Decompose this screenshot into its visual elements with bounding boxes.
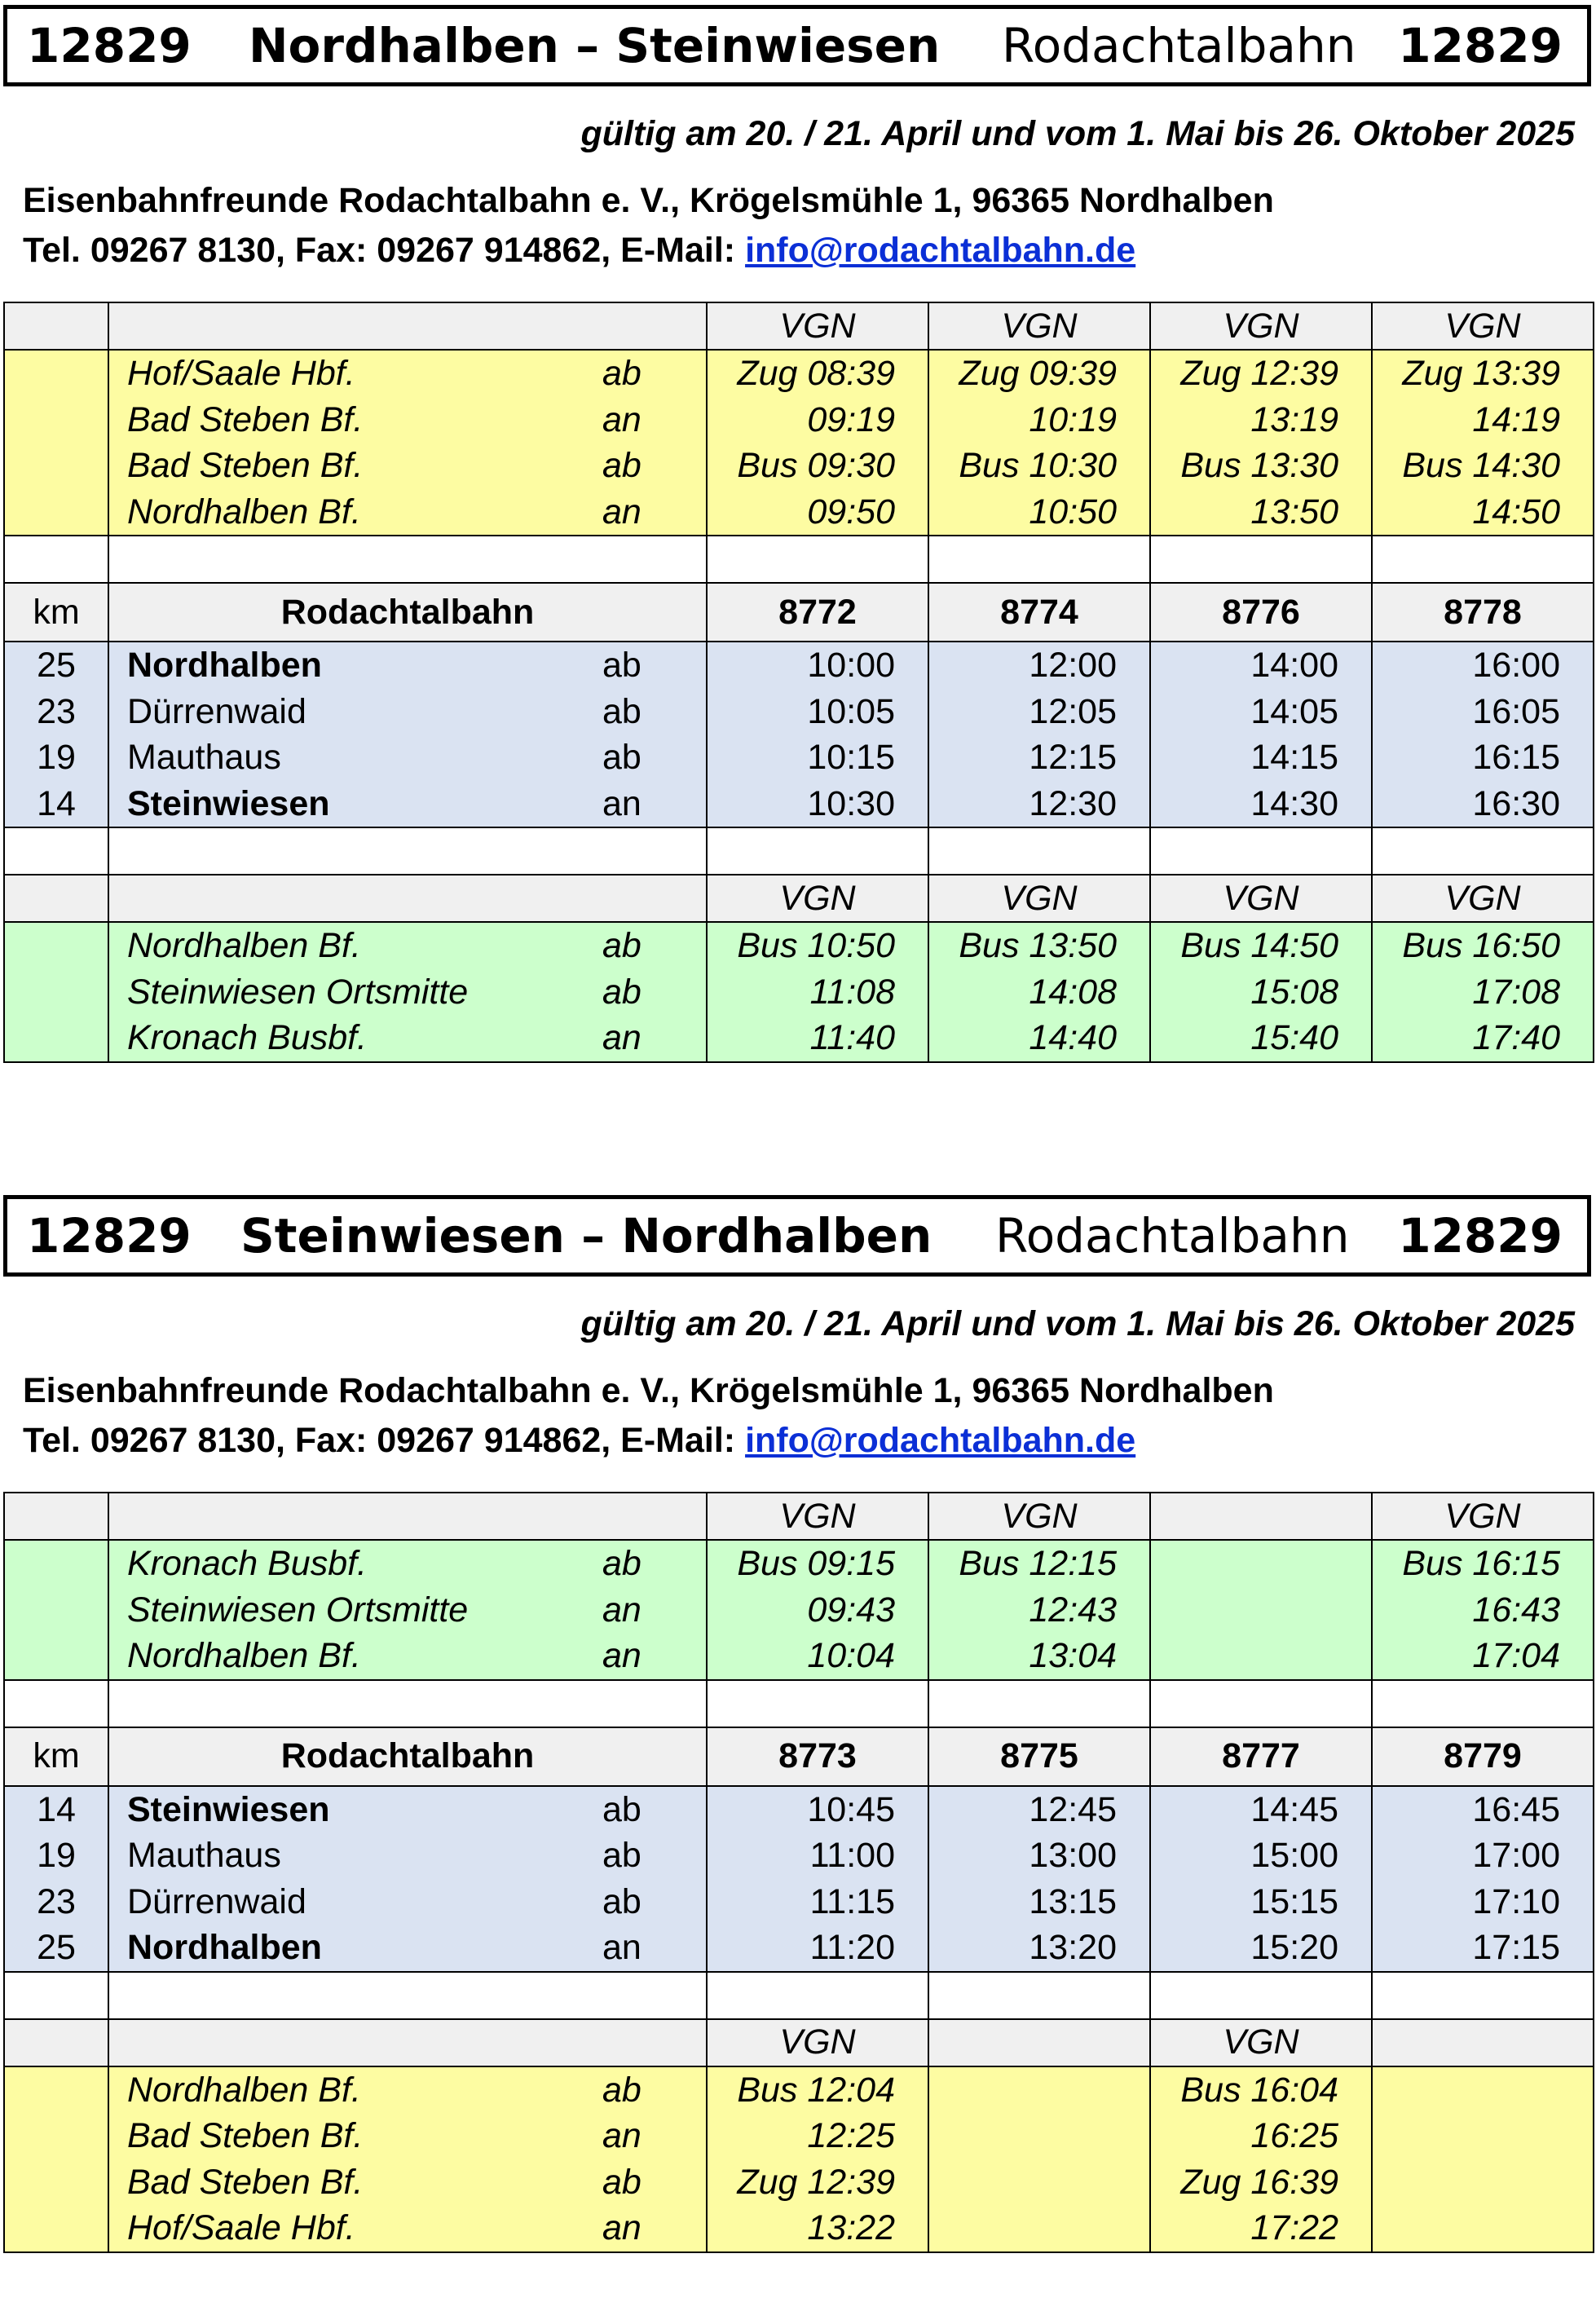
contact-address: Eisenbahnfreunde Rodachtalbahn e. V., Krögelsmühle 1, 96365 Nordhalben xyxy=(23,181,1274,220)
feeder-in-header-row xyxy=(4,302,1594,350)
time-column xyxy=(1150,922,1372,1062)
station-name: Nordhalben xyxy=(127,1928,322,1967)
feeder-stations-cell xyxy=(108,350,707,536)
km-cell: 14 xyxy=(37,783,76,823)
line-header: Rodachtalbahn xyxy=(108,1727,707,1786)
operator-label: VGN xyxy=(928,302,1150,350)
time-column xyxy=(1150,1540,1372,1680)
station-direction: ab xyxy=(602,446,641,485)
time-cell: 10:15 xyxy=(807,738,895,777)
station-direction: an xyxy=(602,1928,641,1967)
station-line xyxy=(109,2205,706,2251)
station-name: Nordhalben Bf. xyxy=(127,492,361,531)
feeder-out-block xyxy=(4,2066,1594,2252)
time-cell: 12:43 xyxy=(1029,1590,1117,1630)
time-cell: 09:19 xyxy=(807,399,895,439)
main-header-row xyxy=(4,1727,1594,1786)
contact-phone: Tel. 09267 8130, Fax: 09267 914862, E-Mail: xyxy=(23,231,746,270)
route-title: Steinwiesen – Nordhalben xyxy=(240,1208,932,1264)
time-cell: 16:15 xyxy=(1472,738,1560,777)
station-line xyxy=(109,489,706,536)
empty-cell xyxy=(4,2066,108,2252)
time-cell: 14:05 xyxy=(1250,691,1338,731)
km-cell: 25 xyxy=(37,646,76,685)
station-direction: ab xyxy=(602,646,641,685)
station-name: Nordhalben Bf. xyxy=(127,2070,361,2110)
email-link[interactable]: info@rodachtalbahn.de xyxy=(745,231,1136,270)
timetable-number-right: 12829 xyxy=(1398,1208,1563,1264)
contact-phone-line xyxy=(23,231,1135,271)
operator-label xyxy=(928,2019,1150,2066)
station-direction: ab xyxy=(602,926,641,965)
time-cell: Bus 16:04 xyxy=(1180,2070,1338,2110)
km-cell: 23 xyxy=(37,691,76,731)
operator-label: VGN xyxy=(928,1493,1150,1540)
feeder-out-block xyxy=(4,922,1594,1062)
km-header: km xyxy=(4,1727,108,1786)
train-number: 8775 xyxy=(928,1727,1150,1786)
time-cell: 13:04 xyxy=(1029,1636,1117,1675)
time-cell: Bus 13:50 xyxy=(959,926,1117,965)
time-cell: 10:19 xyxy=(1029,399,1117,439)
operator-label: VGN xyxy=(707,2019,928,2066)
main-block xyxy=(4,642,1594,827)
feeder-stations-cell xyxy=(108,922,707,1062)
empty-cell xyxy=(4,1540,108,1680)
feeder-out-header-row xyxy=(4,2019,1594,2066)
time-column xyxy=(1372,350,1594,536)
station-direction: an xyxy=(602,399,641,439)
time-column xyxy=(1150,642,1372,827)
time-cell: 11:08 xyxy=(809,972,895,1012)
time-cell: 16:45 xyxy=(1472,1789,1560,1829)
timetable-southbound xyxy=(3,1492,1594,2253)
time-cell xyxy=(1373,2067,1593,2114)
time-cell: 10:05 xyxy=(807,691,895,731)
time-column xyxy=(1150,1786,1372,1972)
operator-label: VGN xyxy=(928,875,1150,922)
contact-address: Eisenbahnfreunde Rodachtalbahn e. V., Krögelsmühle 1, 96365 Nordhalben xyxy=(23,1371,1274,1410)
train-number: 8779 xyxy=(1372,1727,1594,1786)
time-column xyxy=(1150,350,1372,536)
station-direction: ab xyxy=(602,2162,641,2202)
time-cell xyxy=(929,2205,1149,2251)
station-name: Nordhalben xyxy=(127,646,322,685)
time-cell xyxy=(929,2159,1149,2206)
time-cell: Zug 12:39 xyxy=(737,2162,895,2202)
operator-label: VGN xyxy=(707,875,928,922)
km-header: km xyxy=(4,583,108,642)
feeder-out-header-row xyxy=(4,875,1594,922)
time-cell: 12:30 xyxy=(1029,783,1117,823)
time-column xyxy=(928,1540,1150,1680)
station-line xyxy=(109,781,706,827)
time-cell: 10:00 xyxy=(807,646,895,685)
main-block xyxy=(4,1786,1594,1972)
time-cell xyxy=(929,2067,1149,2114)
time-cell: 14:40 xyxy=(1029,1018,1117,1057)
time-cell: 11:15 xyxy=(809,1881,895,1921)
timetable-northbound xyxy=(3,302,1594,1063)
spacer-row xyxy=(4,1972,1594,2019)
time-cell: 16:25 xyxy=(1250,2116,1338,2155)
time-cell: 17:22 xyxy=(1250,2208,1338,2247)
time-cell: 12:05 xyxy=(1029,691,1117,731)
time-cell xyxy=(1151,1633,1371,1679)
station-line xyxy=(109,2159,706,2206)
time-column xyxy=(707,1786,928,1972)
operator-label: VGN xyxy=(707,302,928,350)
time-cell: Bus 10:30 xyxy=(959,446,1117,485)
time-cell: Bus 14:50 xyxy=(1180,926,1338,965)
time-cell: 14:30 xyxy=(1250,783,1338,823)
station-line xyxy=(109,1015,706,1061)
time-cell xyxy=(929,2113,1149,2159)
station-direction: ab xyxy=(602,1881,641,1921)
station-line xyxy=(109,2113,706,2159)
time-cell: 14:19 xyxy=(1472,399,1560,439)
station-direction: an xyxy=(602,2116,641,2155)
operator-label: VGN xyxy=(1150,2019,1372,2066)
station-line xyxy=(109,1787,706,1833)
time-cell: 17:08 xyxy=(1472,972,1560,1012)
line-header: Rodachtalbahn xyxy=(108,583,707,642)
station-line xyxy=(109,1879,706,1925)
time-column xyxy=(928,1786,1150,1972)
time-column xyxy=(707,2066,928,2252)
station-line xyxy=(109,1541,706,1587)
time-column xyxy=(928,922,1150,1062)
time-cell: 13:15 xyxy=(1029,1881,1117,1921)
time-cell: 15:15 xyxy=(1250,1881,1338,1921)
validity-note: gültig am 20. / 21. April und vom 1. Mai bis 26. Oktober 2025 xyxy=(580,1304,1575,1343)
station-direction: ab xyxy=(602,738,641,777)
main-header-row xyxy=(4,583,1594,642)
main-stations-cell xyxy=(108,642,707,827)
time-cell: Bus 10:50 xyxy=(737,926,895,965)
empty-cell xyxy=(4,1493,108,1540)
station-name: Dürrenwaid xyxy=(127,691,306,731)
time-cell: 17:40 xyxy=(1472,1018,1560,1057)
station-name: Steinwiesen Ortsmitte xyxy=(127,972,469,1012)
time-column xyxy=(707,350,928,536)
station-line xyxy=(109,734,706,781)
time-cell: 16:05 xyxy=(1472,691,1560,731)
empty-cell xyxy=(108,302,707,350)
station-name: Bad Steben Bf. xyxy=(127,2116,364,2155)
station-name: Nordhalben Bf. xyxy=(127,1636,361,1675)
time-cell xyxy=(1151,1587,1371,1634)
station-line xyxy=(109,923,706,969)
station-name: Bad Steben Bf. xyxy=(127,399,364,439)
time-cell: Bus 16:15 xyxy=(1402,1544,1560,1583)
contact-phone-line xyxy=(23,1421,1135,1461)
time-cell: 13:20 xyxy=(1029,1928,1117,1967)
operator-label: VGN xyxy=(1150,302,1372,350)
timetable-number: 12829 xyxy=(27,18,192,73)
station-name: Hof/Saale Hbf. xyxy=(127,354,355,393)
timetable-title-northbound xyxy=(3,5,1591,86)
time-cell: 17:10 xyxy=(1472,1881,1560,1921)
route-title: Nordhalben – Steinwiesen xyxy=(249,18,941,73)
station-direction: an xyxy=(602,1590,641,1630)
time-cell: Bus 12:04 xyxy=(737,2070,895,2110)
time-cell: Bus 09:30 xyxy=(737,446,895,485)
time-cell: 10:30 xyxy=(807,783,895,823)
station-line xyxy=(109,642,706,689)
time-cell: 13:50 xyxy=(1250,492,1338,531)
time-column xyxy=(1372,1786,1594,1972)
station-direction: ab xyxy=(602,1789,641,1829)
station-name: Steinwiesen xyxy=(127,1789,330,1829)
station-line xyxy=(109,351,706,397)
station-direction: ab xyxy=(602,691,641,731)
station-line xyxy=(109,1925,706,1971)
time-column xyxy=(707,922,928,1062)
time-cell: 15:00 xyxy=(1250,1836,1338,1875)
time-cell: 12:15 xyxy=(1029,738,1117,777)
time-cell: Zug 13:39 xyxy=(1402,354,1560,393)
time-cell: 15:40 xyxy=(1250,1018,1338,1057)
time-cell: Bus 13:30 xyxy=(1180,446,1338,485)
feeder-stations-cell xyxy=(108,2066,707,2252)
station-name: Kronach Busbf. xyxy=(127,1544,368,1583)
time-cell: Bus 14:30 xyxy=(1402,446,1560,485)
time-cell: 10:50 xyxy=(1029,492,1117,531)
timetable-number: 12829 xyxy=(27,1208,192,1264)
station-name: Mauthaus xyxy=(127,738,281,777)
time-cell: 13:19 xyxy=(1250,399,1338,439)
operator-label xyxy=(1372,2019,1594,2066)
empty-cell xyxy=(4,350,108,536)
time-cell: 10:04 xyxy=(807,1636,895,1675)
spacer-row xyxy=(4,1680,1594,1727)
station-line xyxy=(109,689,706,735)
km-column xyxy=(4,642,108,827)
timetable-title-southbound xyxy=(3,1195,1591,1277)
time-cell xyxy=(1151,1541,1371,1587)
operator-label: VGN xyxy=(707,1493,928,1540)
time-column xyxy=(707,1540,928,1680)
station-name: Steinwiesen Ortsmitte xyxy=(127,1590,469,1630)
station-direction: ab xyxy=(602,972,641,1012)
time-cell: 13:22 xyxy=(807,2208,895,2247)
operator-label: VGN xyxy=(1150,875,1372,922)
empty-cell xyxy=(108,2019,707,2066)
station-direction: ab xyxy=(602,2070,641,2110)
km-cell: 25 xyxy=(37,1928,76,1967)
time-cell: Zug 16:39 xyxy=(1180,2162,1338,2202)
operator-label: VGN xyxy=(1372,1493,1594,1540)
km-cell: 14 xyxy=(37,1789,76,1829)
timetable-number-right: 12829 xyxy=(1398,18,1563,73)
train-number: 8776 xyxy=(1150,583,1372,642)
station-line xyxy=(109,443,706,489)
time-cell: 14:00 xyxy=(1250,646,1338,685)
time-cell: Bus 09:15 xyxy=(737,1544,895,1583)
station-name: Dürrenwaid xyxy=(127,1881,306,1921)
time-cell: 09:50 xyxy=(807,492,895,531)
line-name: Rodachtalbahn xyxy=(995,1208,1350,1264)
station-line xyxy=(109,1832,706,1879)
time-cell xyxy=(1373,2205,1593,2251)
time-cell: Bus 16:50 xyxy=(1402,926,1560,965)
time-column xyxy=(707,642,928,827)
feeder-stations-cell xyxy=(108,1540,707,1680)
time-cell: Zug 08:39 xyxy=(737,354,895,393)
feeder-in-block xyxy=(4,1540,1594,1680)
km-column xyxy=(4,1786,108,1972)
station-name: Kronach Busbf. xyxy=(127,1018,368,1057)
email-link[interactable]: info@rodachtalbahn.de xyxy=(745,1421,1136,1460)
time-cell: 17:04 xyxy=(1472,1636,1560,1675)
contact-phone: Tel. 09267 8130, Fax: 09267 914862, E-Mail: xyxy=(23,1421,746,1460)
time-column xyxy=(1372,1540,1594,1680)
time-cell: 15:20 xyxy=(1250,1928,1338,1967)
feeder-in-header-row xyxy=(4,1493,1594,1540)
time-cell: 16:30 xyxy=(1472,783,1560,823)
time-cell: 14:08 xyxy=(1029,972,1117,1012)
station-direction: ab xyxy=(602,1544,641,1583)
time-column xyxy=(1372,642,1594,827)
train-number: 8772 xyxy=(707,583,928,642)
empty-cell xyxy=(108,875,707,922)
time-column xyxy=(928,2066,1150,2252)
time-cell: 09:43 xyxy=(807,1590,895,1630)
station-direction: ab xyxy=(602,354,641,393)
station-name: Bad Steben Bf. xyxy=(127,2162,364,2202)
time-cell: 17:15 xyxy=(1472,1928,1560,1967)
empty-cell xyxy=(4,875,108,922)
spacer-row xyxy=(4,536,1594,583)
time-cell xyxy=(1373,2113,1593,2159)
empty-cell xyxy=(108,1493,707,1540)
station-line xyxy=(109,397,706,443)
time-cell: 14:45 xyxy=(1250,1789,1338,1829)
time-cell: 11:40 xyxy=(809,1018,895,1057)
station-name: Hof/Saale Hbf. xyxy=(127,2208,355,2247)
time-cell: 16:00 xyxy=(1472,646,1560,685)
station-direction: ab xyxy=(602,1836,641,1875)
empty-cell xyxy=(4,302,108,350)
time-cell: Bus 12:15 xyxy=(959,1544,1117,1583)
station-direction: an xyxy=(602,1018,641,1057)
train-number: 8774 xyxy=(928,583,1150,642)
time-column xyxy=(1372,922,1594,1062)
time-cell: 15:08 xyxy=(1250,972,1338,1012)
time-cell: Zug 09:39 xyxy=(959,354,1117,393)
time-cell: 17:00 xyxy=(1472,1836,1560,1875)
empty-cell xyxy=(4,922,108,1062)
time-cell: 11:20 xyxy=(809,1928,895,1967)
station-name: Bad Steben Bf. xyxy=(127,446,364,485)
station-line xyxy=(109,1587,706,1634)
station-direction: an xyxy=(602,492,641,531)
time-cell: 12:45 xyxy=(1029,1789,1117,1829)
km-cell: 23 xyxy=(37,1881,76,1921)
time-column xyxy=(1150,2066,1372,2252)
station-direction: an xyxy=(602,783,641,823)
train-number: 8778 xyxy=(1372,583,1594,642)
validity-note: gültig am 20. / 21. April und vom 1. Mai bis 26. Oktober 2025 xyxy=(580,114,1575,153)
time-column xyxy=(928,642,1150,827)
operator-label xyxy=(1150,1493,1372,1540)
time-cell: Zug 12:39 xyxy=(1180,354,1338,393)
time-column xyxy=(1372,2066,1594,2252)
time-cell: 10:45 xyxy=(807,1789,895,1829)
station-line xyxy=(109,969,706,1016)
empty-cell xyxy=(4,2019,108,2066)
station-name: Nordhalben Bf. xyxy=(127,926,361,965)
time-cell: 14:50 xyxy=(1472,492,1560,531)
station-line xyxy=(109,2067,706,2114)
time-cell: 14:15 xyxy=(1250,738,1338,777)
train-number: 8777 xyxy=(1150,1727,1372,1786)
km-cell: 19 xyxy=(37,1836,76,1875)
station-name: Steinwiesen xyxy=(127,783,330,823)
main-stations-cell xyxy=(108,1786,707,1972)
operator-label: VGN xyxy=(1372,875,1594,922)
time-cell: 11:00 xyxy=(809,1836,895,1875)
time-cell: 16:43 xyxy=(1472,1590,1560,1630)
operator-label: VGN xyxy=(1372,302,1594,350)
time-column xyxy=(928,350,1150,536)
time-cell: 13:00 xyxy=(1029,1836,1117,1875)
feeder-in-block xyxy=(4,350,1594,536)
line-name: Rodachtalbahn xyxy=(1002,18,1356,73)
km-cell: 19 xyxy=(37,738,76,777)
time-cell: 12:00 xyxy=(1029,646,1117,685)
spacer-row xyxy=(4,827,1594,875)
time-cell xyxy=(1373,2159,1593,2206)
time-cell: 12:25 xyxy=(807,2116,895,2155)
station-direction: an xyxy=(602,1636,641,1675)
station-direction: an xyxy=(602,2208,641,2247)
train-number: 8773 xyxy=(707,1727,928,1786)
station-line xyxy=(109,1633,706,1679)
station-name: Mauthaus xyxy=(127,1836,281,1875)
